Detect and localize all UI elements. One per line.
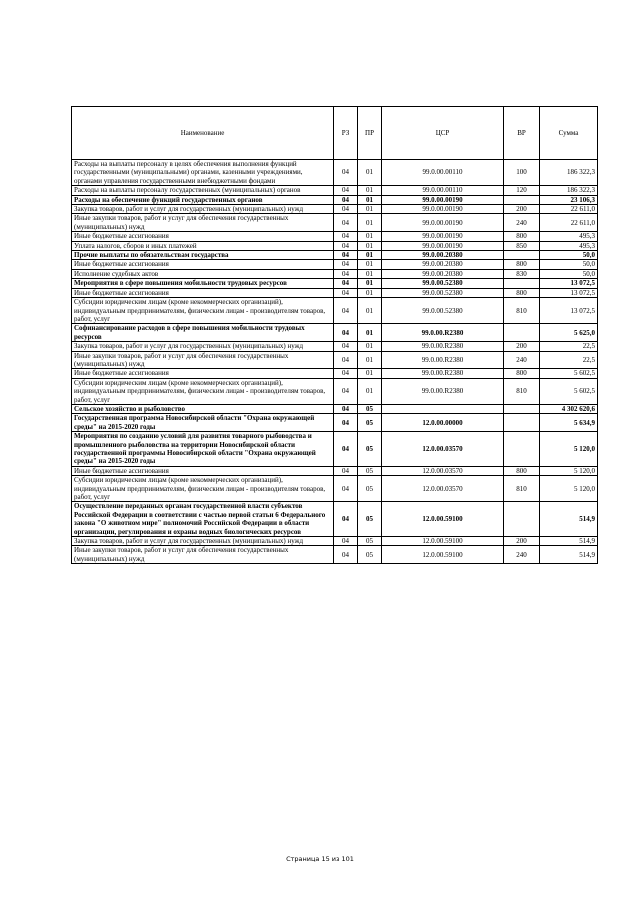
- cell-sum: 514,9: [540, 537, 598, 546]
- cell-rz: 04: [334, 288, 358, 297]
- cell-sum: 5 625,0: [540, 324, 598, 342]
- cell-vr: 800: [504, 288, 540, 297]
- cell-csr: 99.0.00.R2380: [382, 378, 504, 404]
- cell-rz: 04: [334, 466, 358, 475]
- page-number: Страница 15 из 101: [286, 855, 354, 863]
- cell-csr: 99.0.00.00110: [382, 160, 504, 186]
- cell-csr: 99.0.00.20380: [382, 260, 504, 269]
- cell-rz: 04: [334, 279, 358, 288]
- header-sum: Сумма: [540, 107, 598, 160]
- cell-pr: 01: [358, 279, 382, 288]
- cell-csr: 99.0.00.00190: [382, 241, 504, 250]
- cell-rz: 04: [334, 251, 358, 260]
- cell-rz: 04: [334, 324, 358, 342]
- cell-rz: 04: [334, 414, 358, 432]
- cell-rz: 04: [334, 378, 358, 404]
- cell-rz: 04: [334, 369, 358, 378]
- table-row: [72, 279, 598, 288]
- cell-pr: 05: [358, 404, 382, 413]
- cell-rz: 04: [334, 476, 358, 502]
- cell-csr: 99.0.00.20380: [382, 269, 504, 278]
- cell-sum: 5 120,0: [540, 466, 598, 475]
- cell-vr: 800: [504, 369, 540, 378]
- cell-csr: 12.0.00.59100: [382, 537, 504, 546]
- cell-name: Иные бюджетные ассигнования: [72, 232, 334, 241]
- cell-name: Иные закупки товаров, работ и услуг для обеспечения государственных (муниципальных) нужд: [72, 546, 334, 564]
- cell-name: Субсидии юридическим лицам (кроме некоммерческих организаций), индивидуальным предпринимателям, физическим лицам - производителям товаров, работ, услуг: [72, 476, 334, 502]
- cell-rz: 04: [334, 351, 358, 369]
- budget-table: [71, 106, 598, 564]
- cell-sum: 50,0: [540, 260, 598, 269]
- cell-name: Государственная программа Новосибирской области "Охрана окружающей среды" на 2015-2020 годы: [72, 414, 334, 432]
- cell-sum: 514,9: [540, 546, 598, 564]
- cell-csr: 99.0.00.52380: [382, 298, 504, 324]
- cell-csr: 99.0.00.R2380: [382, 351, 504, 369]
- cell-name: Исполнение судебных актов: [72, 269, 334, 278]
- table-row: [72, 260, 598, 269]
- table-row: [72, 432, 598, 467]
- table-row: [72, 298, 598, 324]
- cell-name: Закупка товаров, работ и услуг для государственных (муниципальных) нужд: [72, 537, 334, 546]
- cell-pr: 01: [358, 342, 382, 351]
- cell-vr: [504, 195, 540, 204]
- cell-rz: 04: [334, 232, 358, 241]
- cell-name: Уплата налогов, сборов и иных платежей: [72, 241, 334, 250]
- cell-vr: [504, 324, 540, 342]
- cell-name: Софинансирование расходов в сфере повышения мобильности трудовых ресурсов: [72, 324, 334, 342]
- cell-pr: 01: [358, 351, 382, 369]
- table-body: [72, 160, 598, 564]
- cell-sum: 22,5: [540, 342, 598, 351]
- cell-sum: 5 120,0: [540, 476, 598, 502]
- cell-vr: 100: [504, 160, 540, 186]
- header-name: Наименование: [72, 107, 334, 160]
- cell-sum: 50,0: [540, 251, 598, 260]
- table-row: [72, 324, 598, 342]
- cell-csr: 99.0.00.52380: [382, 279, 504, 288]
- cell-vr: 850: [504, 241, 540, 250]
- cell-sum: 13 072,5: [540, 279, 598, 288]
- cell-sum: 50,0: [540, 269, 598, 278]
- cell-pr: 01: [358, 195, 382, 204]
- cell-sum: 5 120,0: [540, 432, 598, 467]
- cell-name: Иные бюджетные ассигнования: [72, 369, 334, 378]
- table-row: [72, 160, 598, 186]
- cell-pr: 05: [358, 414, 382, 432]
- cell-name: Субсидии юридическим лицам (кроме некоммерческих организаций), индивидуальным предпринимателям, физическим лицам - производителям товаров, работ, услуг: [72, 298, 334, 324]
- cell-vr: [504, 251, 540, 260]
- cell-rz: 04: [334, 546, 358, 564]
- table-row: [72, 369, 598, 378]
- cell-sum: 5 602,5: [540, 378, 598, 404]
- table-row: [72, 351, 598, 369]
- cell-pr: 01: [358, 269, 382, 278]
- cell-name: Иные бюджетные ассигнования: [72, 466, 334, 475]
- header-pr: ПР: [358, 107, 382, 160]
- cell-csr: 12.0.00.03570: [382, 476, 504, 502]
- cell-csr: 99.0.00.00190: [382, 205, 504, 214]
- cell-rz: 04: [334, 241, 358, 250]
- cell-sum: 5 634,9: [540, 414, 598, 432]
- cell-csr: 99.0.00.00190: [382, 232, 504, 241]
- cell-name: Прочие выплаты по обязательствам государства: [72, 251, 334, 260]
- table-row: [72, 251, 598, 260]
- cell-rz: 04: [334, 342, 358, 351]
- cell-vr: [504, 502, 540, 537]
- cell-vr: 200: [504, 205, 540, 214]
- cell-vr: 200: [504, 537, 540, 546]
- cell-pr: 05: [358, 432, 382, 467]
- header-csr: ЦСР: [382, 107, 504, 160]
- table-row: [72, 476, 598, 502]
- cell-vr: 200: [504, 342, 540, 351]
- cell-vr: [504, 414, 540, 432]
- table-row: [72, 537, 598, 546]
- cell-name: Иные бюджетные ассигнования: [72, 288, 334, 297]
- cell-pr: 01: [358, 378, 382, 404]
- cell-rz: 04: [334, 537, 358, 546]
- cell-name: Сельское хозяйство и рыболовство: [72, 404, 334, 413]
- cell-vr: 120: [504, 186, 540, 195]
- cell-pr: 01: [358, 251, 382, 260]
- cell-name: Иные бюджетные ассигнования: [72, 260, 334, 269]
- cell-pr: 01: [358, 214, 382, 232]
- cell-name: Закупка товаров, работ и услуг для государственных (муниципальных) нужд: [72, 342, 334, 351]
- cell-name: Закупка товаров, работ и услуг для государственных (муниципальных) нужд: [72, 205, 334, 214]
- cell-pr: 01: [358, 369, 382, 378]
- cell-pr: 01: [358, 298, 382, 324]
- cell-rz: 04: [334, 432, 358, 467]
- table-row: [72, 269, 598, 278]
- cell-rz: 04: [334, 186, 358, 195]
- header-vr: ВР: [504, 107, 540, 160]
- table-row: [72, 241, 598, 250]
- table-row: [72, 186, 598, 195]
- cell-rz: 04: [334, 160, 358, 186]
- cell-rz: 04: [334, 195, 358, 204]
- cell-name: Иные закупки товаров, работ и услуг для обеспечения государственных (муниципальных) нужд: [72, 351, 334, 369]
- cell-csr: 99.0.00.00110: [382, 186, 504, 195]
- cell-pr: 05: [358, 546, 382, 564]
- cell-sum: 514,9: [540, 502, 598, 537]
- cell-pr: 01: [358, 260, 382, 269]
- cell-pr: 01: [358, 232, 382, 241]
- cell-sum: 4 302 620,6: [540, 404, 598, 413]
- cell-rz: 04: [334, 260, 358, 269]
- cell-vr: 240: [504, 546, 540, 564]
- cell-name: Расходы на выплаты персоналу в целях обеспечения выполнения функций государственными (муниципальными) органами, казенными учреждениями, органами управления государственными внебюджетными фондами: [72, 160, 334, 186]
- cell-sum: 22 611,0: [540, 205, 598, 214]
- cell-vr: 240: [504, 351, 540, 369]
- table-row: [72, 466, 598, 475]
- cell-csr: 99.0.00.52380: [382, 288, 504, 297]
- table-row: [72, 378, 598, 404]
- cell-rz: 04: [334, 298, 358, 324]
- cell-csr: 99.0.00.R2380: [382, 369, 504, 378]
- cell-sum: 22 611,0: [540, 214, 598, 232]
- cell-vr: [504, 279, 540, 288]
- cell-sum: 5 602,5: [540, 369, 598, 378]
- table-row: [72, 288, 598, 297]
- cell-pr: 05: [358, 476, 382, 502]
- cell-csr: [382, 404, 504, 413]
- cell-vr: 830: [504, 269, 540, 278]
- cell-vr: 810: [504, 476, 540, 502]
- table-row: [72, 502, 598, 537]
- cell-pr: 05: [358, 466, 382, 475]
- cell-csr: 12.0.00.03570: [382, 432, 504, 467]
- table-row: [72, 214, 598, 232]
- cell-vr: 810: [504, 298, 540, 324]
- cell-pr: 01: [358, 186, 382, 195]
- cell-csr: 12.0.00.59100: [382, 502, 504, 537]
- cell-name: Мероприятия в сфере повышения мобильности трудовых ресурсов: [72, 279, 334, 288]
- cell-pr: 05: [358, 502, 382, 537]
- cell-sum: 495,3: [540, 241, 598, 250]
- table-row: [72, 195, 598, 204]
- cell-pr: 01: [358, 241, 382, 250]
- cell-sum: 22,5: [540, 351, 598, 369]
- header-rz: РЗ: [334, 107, 358, 160]
- cell-pr: 05: [358, 537, 382, 546]
- cell-sum: 13 072,5: [540, 298, 598, 324]
- cell-vr: 240: [504, 214, 540, 232]
- cell-rz: 04: [334, 269, 358, 278]
- cell-csr: 12.0.00.00000: [382, 414, 504, 432]
- table-row: [72, 414, 598, 432]
- table-row: [72, 205, 598, 214]
- cell-vr: 800: [504, 466, 540, 475]
- cell-vr: 800: [504, 260, 540, 269]
- cell-vr: 800: [504, 232, 540, 241]
- cell-csr: 12.0.00.59100: [382, 546, 504, 564]
- cell-csr: 99.0.00.R2380: [382, 324, 504, 342]
- cell-rz: 04: [334, 404, 358, 413]
- cell-sum: 186 322,3: [540, 160, 598, 186]
- cell-pr: 01: [358, 324, 382, 342]
- cell-rz: 04: [334, 214, 358, 232]
- cell-sum: 23 106,3: [540, 195, 598, 204]
- table-row: [72, 546, 598, 564]
- cell-name: Субсидии юридическим лицам (кроме некоммерческих организаций), индивидуальным предпринимателям, физическим лицам - производителям товаров, работ, услуг: [72, 378, 334, 404]
- cell-csr: 99.0.00.00190: [382, 195, 504, 204]
- cell-vr: [504, 432, 540, 467]
- cell-vr: [504, 404, 540, 413]
- cell-csr: 99.0.00.R2380: [382, 342, 504, 351]
- cell-name: Осуществление переданных органам государственной власти субъектов Российской Федерации в соответствии с частью первой статьи 6 Федерального закона "О животном мире" полномочий Российской Федерации в области организации, регулирования и охраны водных биологических ресурсов: [72, 502, 334, 537]
- cell-sum: 495,3: [540, 232, 598, 241]
- table-row: [72, 232, 598, 241]
- cell-csr: 12.0.00.03570: [382, 466, 504, 475]
- cell-sum: 13 072,5: [540, 288, 598, 297]
- cell-csr: 99.0.00.20380: [382, 251, 504, 260]
- cell-pr: 01: [358, 205, 382, 214]
- table-header-row: [72, 107, 598, 160]
- cell-name: Расходы на обеспечение функций государственных органов: [72, 195, 334, 204]
- table-row: [72, 404, 598, 413]
- cell-csr: 99.0.00.00190: [382, 214, 504, 232]
- cell-name: Иные закупки товаров, работ и услуг для обеспечения государственных (муниципальных) нужд: [72, 214, 334, 232]
- cell-sum: 186 322,3: [540, 186, 598, 195]
- cell-pr: 01: [358, 288, 382, 297]
- cell-rz: 04: [334, 502, 358, 537]
- cell-name: Расходы на выплаты персоналу государственных (муниципальных) органов: [72, 186, 334, 195]
- cell-vr: 810: [504, 378, 540, 404]
- cell-name: Мероприятия по созданию условий для развития товарного рыбоводства и промышленного рыболовства на территории Новосибирской области государственной программы Новосибирской области "Охрана окружающей среды" на 2015-2020 годы: [72, 432, 334, 467]
- cell-pr: 01: [358, 160, 382, 186]
- table-row: [72, 342, 598, 351]
- cell-rz: 04: [334, 205, 358, 214]
